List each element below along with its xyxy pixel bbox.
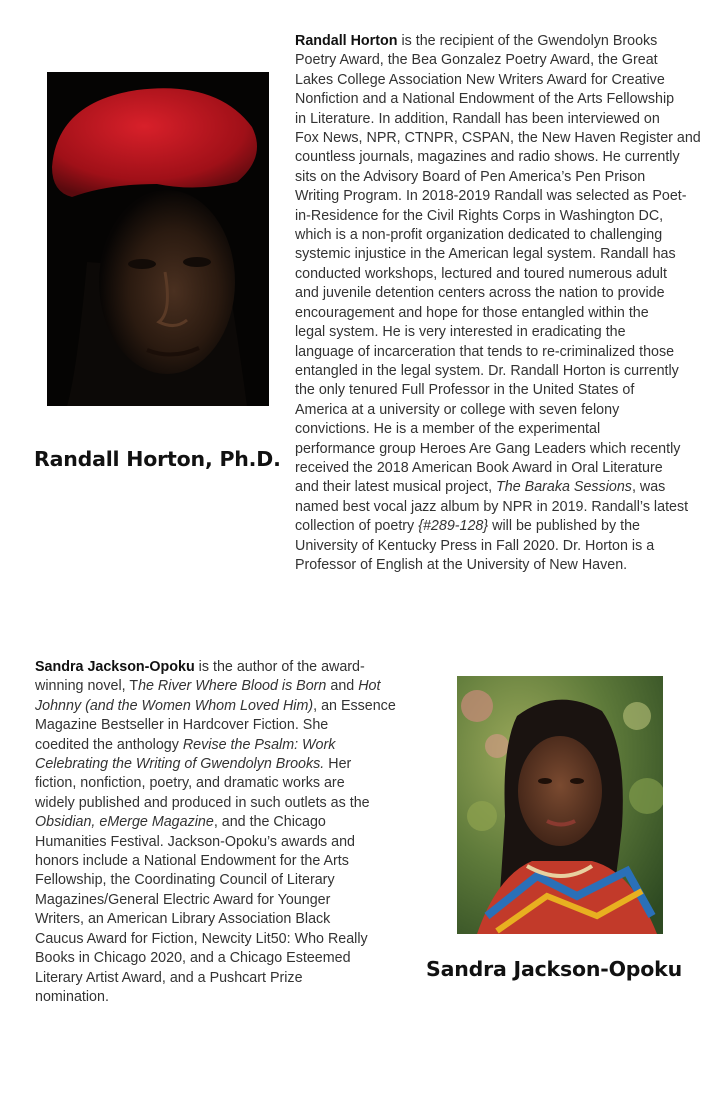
bio-text: encouragement and hope for those entangled within the xyxy=(295,304,649,321)
bio-text: University of Kentucky Press in Fall 2020. Dr. Horton is a xyxy=(295,537,655,554)
bio-text: legal system. He is very interested in eradicating the xyxy=(295,324,626,341)
bio-text: language of incarceration that tends to re-criminalized those xyxy=(295,343,675,360)
bio-text: winning novel, T xyxy=(35,678,139,695)
bio-title-italic: Celebrating the Writing of Gwendolyn Brooks. xyxy=(35,756,325,773)
bio-title-italic: Revise the Psalm: Work xyxy=(182,736,336,753)
bio-line xyxy=(295,32,710,51)
bio-text: systemic injustice in the American legal system. Randall has xyxy=(295,246,676,263)
bio-text: Professor of English at the University of New Haven. xyxy=(295,556,628,573)
bio-text: Fellowship, the Coordinating Council of Literary xyxy=(35,872,335,889)
bio-line xyxy=(295,51,710,70)
bio-text: countless journals, magazines and radio shows. He currently xyxy=(295,149,680,166)
bio-title-italic: The Baraka Sessions xyxy=(496,479,632,496)
bio-title-italic: Obsidian, eMerge Magazine xyxy=(35,814,214,831)
bio-line xyxy=(295,401,710,420)
bio-text: collection of poetry xyxy=(295,518,419,535)
bio-text: entangled in the legal system. Dr. Randall Horton is currently xyxy=(295,362,679,379)
bio-line xyxy=(295,343,710,362)
bio-text: , an Essence xyxy=(313,697,396,714)
bio-line xyxy=(295,207,710,226)
bio-line xyxy=(35,736,395,755)
bio-line xyxy=(295,245,710,264)
bio-text: the only tenured Full Professor in the United States of xyxy=(295,382,635,399)
bio-text: Magazine Bestseller in Hardcover Fiction. She xyxy=(35,717,329,734)
bio-text: Her xyxy=(324,756,352,773)
bio-line xyxy=(35,969,395,988)
bio-line xyxy=(295,90,710,109)
bio-line xyxy=(295,381,710,400)
bio-line xyxy=(35,910,395,929)
bio-title-italic: he River Where Blood is Born xyxy=(138,678,327,695)
bio-line xyxy=(35,852,395,871)
bio-line xyxy=(35,930,395,949)
sandra-jackson-opoku-photo xyxy=(457,676,663,934)
bio-text: in-Residence for the Civil Rights Corps in Washington DC, xyxy=(295,207,664,224)
bio-line xyxy=(35,871,395,890)
bio-line xyxy=(35,755,395,774)
bio-text: and their latest musical project, xyxy=(295,479,497,496)
randall-horton-name: Randall Horton, Ph.D. xyxy=(34,447,281,471)
bio-line xyxy=(295,440,710,459)
bio-line xyxy=(35,891,395,910)
bio-line xyxy=(35,677,395,696)
bio-text: Writers, an American Library Association Black xyxy=(35,911,331,928)
bio-text: is the recipient of the Gwendolyn Brooks xyxy=(397,33,658,49)
bio-line xyxy=(35,794,395,813)
bio-name-bold: Sandra Jackson-Opoku xyxy=(35,659,195,675)
bio-text: and xyxy=(326,678,359,695)
bio-text: Poetry Award, the Bea Gonzalez Poetry Award, the Great xyxy=(295,52,658,69)
bio-line xyxy=(35,949,395,968)
bio-line xyxy=(35,813,395,832)
randall-horton-bio xyxy=(295,32,710,575)
bio-line xyxy=(35,774,395,793)
bio-text: , and the Chicago xyxy=(213,814,326,831)
bio-line xyxy=(35,988,395,1007)
bio-line xyxy=(295,129,710,148)
bio-line xyxy=(295,110,710,129)
bio-text: convictions. He is a member of the experimental xyxy=(295,421,601,438)
bio-text: coedited the anthology xyxy=(35,736,183,753)
bio-line xyxy=(295,71,710,90)
sandra-jackson-opoku-bio xyxy=(35,658,395,1007)
bio-line xyxy=(295,148,710,167)
bio-line xyxy=(295,478,710,497)
bio-text: nomination. xyxy=(35,988,109,1005)
bio-line xyxy=(295,284,710,303)
bio-text: Lakes College Association New Writers Award for Creative xyxy=(295,71,665,88)
bio-line xyxy=(35,833,395,852)
bio-text: performance group Heroes Are Gang Leaders which recently xyxy=(295,440,681,457)
bio-text: conducted workshops, lectured and toured numerous adult xyxy=(295,265,667,282)
bio-title-italic: {#289-128} xyxy=(418,518,489,535)
bio-title-italic: Hot xyxy=(358,678,381,695)
bio-text: Magazines/General Electric Award for Younger xyxy=(35,891,331,908)
bio-line xyxy=(295,537,710,556)
bio-text: and juvenile detention centers across the nation to provide xyxy=(295,285,665,302)
bio-line xyxy=(35,697,395,716)
bio-text: is the author of the award- xyxy=(194,659,365,675)
bio-line xyxy=(295,304,710,323)
bio-title-italic: Johnny (and the Women Whom Loved Him) xyxy=(35,697,314,714)
bio-text: named best vocal jazz album by NPR in 2019. Randall’s latest xyxy=(295,498,689,515)
bio-line xyxy=(295,168,710,187)
bio-text: widely published and produced in such outlets as the xyxy=(35,794,370,811)
randall-horton-photo xyxy=(47,72,269,406)
bio-text: Fox News, NPR, CTNPR, CSPAN, the New Haven Register and xyxy=(295,130,701,147)
bio-line xyxy=(295,226,710,245)
bio-text: Literary Artist Award, and a Pushcart Prize xyxy=(35,969,303,986)
bio-text: honors include a National Endowment for the Arts xyxy=(35,853,349,870)
bio-text: sits on the Advisory Board of Pen America’s Pen Prison xyxy=(295,168,646,185)
bio-text: Writing Program. In 2018-2019 Randall was selected as Poet- xyxy=(295,188,687,205)
bio-line xyxy=(295,265,710,284)
bio-line xyxy=(295,517,710,536)
bio-line xyxy=(35,658,395,677)
bio-line xyxy=(295,556,710,575)
bio-text: which is a non-profit organization dedicated to challenging xyxy=(295,227,663,244)
bio-line xyxy=(295,187,710,206)
bio-name-bold: Randall Horton xyxy=(295,33,398,49)
bio-line xyxy=(295,420,710,439)
bio-text: received the 2018 American Book Award in Oral Literature xyxy=(295,459,663,476)
bio-line xyxy=(295,498,710,517)
bio-text: , was xyxy=(631,479,666,496)
bio-text: Nonfiction and a National Endowment of the Arts Fellowship xyxy=(295,91,675,108)
sandra-jackson-opoku-name: Sandra Jackson-Opoku xyxy=(426,957,682,981)
bio-line xyxy=(295,323,710,342)
bio-line xyxy=(295,362,710,381)
bio-text: America at a university or college with seven felony xyxy=(295,401,620,418)
bio-text: Books in Chicago 2020, and a Chicago Esteemed xyxy=(35,950,351,967)
bio-text: in Literature. In addition, Randall has been interviewed on xyxy=(295,110,660,127)
bio-text: Caucus Award for Fiction, Newcity Lit50: Who Really xyxy=(35,930,368,947)
bio-line xyxy=(35,716,395,735)
bio-text: fiction, nonfiction, poetry, and dramatic works are xyxy=(35,775,345,792)
bio-text: Humanities Festival. Jackson-Opoku’s awards and xyxy=(35,833,355,850)
bio-line xyxy=(295,459,710,478)
bio-text: will be published by the xyxy=(488,518,640,535)
